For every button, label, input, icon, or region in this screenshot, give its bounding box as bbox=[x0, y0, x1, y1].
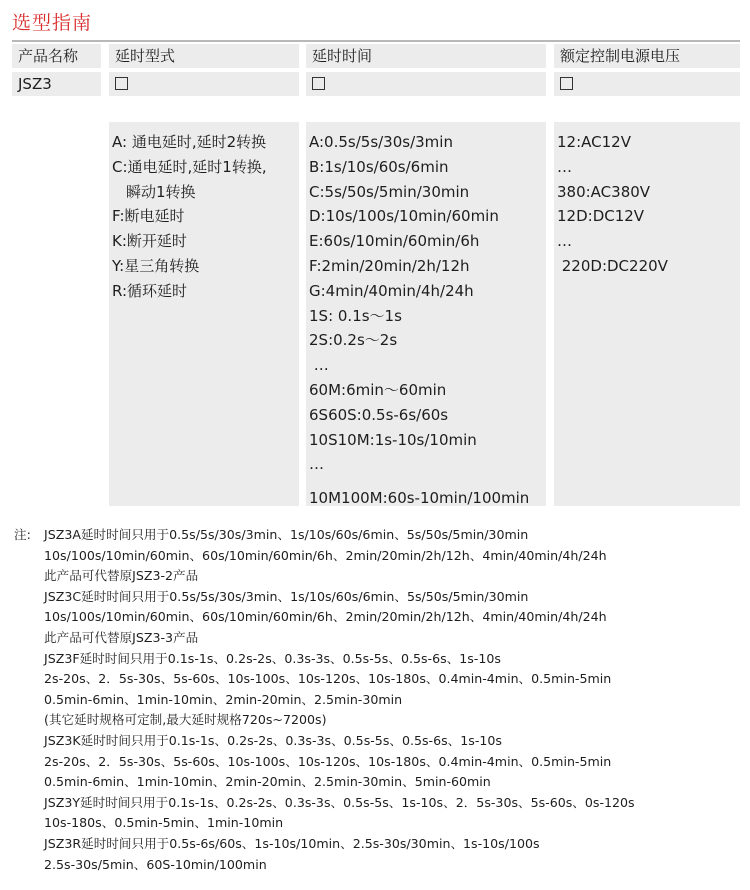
notes-section bbox=[14, 525, 740, 875]
note-line: 10s/100s/10min/60min、60s/10min/60min/6h、2min/20min/2h/12h、4min/40min/4h/24h bbox=[44, 609, 607, 625]
list-item: 12:AC12V bbox=[557, 133, 631, 151]
list-item: 12D:DC12V bbox=[557, 207, 645, 226]
note-line: JSZ3R延时时间只用于0.5s-6s/60s、1s-10s/10min、2.5s-30s/30min、1s-10s/100s bbox=[44, 835, 540, 851]
note-line: 2.5s-30s/5min、60S-10min/100min bbox=[44, 856, 267, 872]
note-line: JSZ3C延时时间只用于0.5s/5s/30s/3min、1s/10s/60s/6min、5s/50s/5min/30min bbox=[44, 588, 529, 604]
delay-time-placeholder-box bbox=[312, 77, 325, 90]
list-item: K:断开延时 bbox=[112, 232, 187, 251]
note-line: (其它延时规格可定制,最大延时规格720s~7200s) bbox=[44, 712, 327, 728]
note-line: 此产品可代替原JSZ3-2产品 bbox=[44, 568, 199, 584]
list-item: 2S:0.2s～2s bbox=[309, 331, 398, 350]
note-line: 0.5min-6min、1min-10min、2min-20min、2.5min-30min bbox=[44, 691, 403, 707]
list-item: … bbox=[557, 157, 572, 176]
voltage-code-cell bbox=[554, 72, 740, 96]
list-item: 瞬动1转换 bbox=[126, 182, 196, 201]
header-product-name: 产品名称 bbox=[12, 44, 101, 68]
list-item: Y:星三角转换 bbox=[112, 256, 200, 275]
list-item: B:1s/10s/60s/6min bbox=[309, 157, 449, 176]
list-item: R:循环延时 bbox=[112, 281, 188, 300]
delay-type-placeholder-box bbox=[115, 77, 128, 90]
delay-types-list bbox=[109, 122, 299, 506]
list-item: F:2min/20min/2h/12h bbox=[309, 256, 470, 275]
delay-time-code-cell bbox=[306, 72, 546, 96]
list-item: D:10s/100s/10min/60min bbox=[309, 207, 499, 226]
note-line: JSZ3A延时时间只用于0.5s/5s/30s/3min、1s/10s/60s/6min、5s/50s/5min/30min bbox=[44, 527, 529, 542]
list-item: 60M:6min～60min bbox=[309, 380, 447, 399]
page-title: 选型指南 bbox=[12, 12, 93, 34]
list-item: 10S10M:1s-10s/10min bbox=[309, 430, 477, 449]
header-rated-voltage: 额定控制电源电压 bbox=[554, 44, 740, 68]
header-delay-time: 延时时间 bbox=[306, 44, 546, 68]
note-line: JSZ3F延时时间只用于0.1s-1s、0.2s-2s、0.3s-3s、0.5s-5s、0.5s-6s、1s-10s bbox=[44, 650, 501, 666]
voltages-list bbox=[554, 122, 740, 506]
list-item: C:5s/50s/5min/30min bbox=[309, 182, 470, 201]
list-item: 6S60S:0.5s-6s/60s bbox=[309, 405, 449, 424]
note-line: 0.5min-6min、1min-10min、2min-20min、2.5min-30min、5min-60min bbox=[44, 774, 491, 790]
header-delay-type: 延时型式 bbox=[109, 44, 299, 68]
list-item: … bbox=[309, 356, 329, 375]
note-line: 2s-20s、2．5s-30s、5s-60s、10s-100s、10s-120s、10s-180s、0.4min-4min、0.5min-5min bbox=[44, 753, 612, 769]
delay-times-list bbox=[306, 122, 546, 506]
note-line: 2s-20s、2．5s-30s、5s-60s、10s-100s、10s-120s、10s-180s、0.4min-4min、0.5min-5min bbox=[44, 671, 612, 687]
list-item: 220D:DC220V bbox=[557, 256, 668, 275]
list-item: 1S: 0.1s～1s bbox=[309, 306, 402, 325]
note-line: JSZ3Y延时时间只用于0.1s-1s、0.2s-2s、0.3s-3s、0.5s-5s、1s-10s、2．5s-30s、5s-60s、0s-120s bbox=[44, 794, 635, 810]
header-divider bbox=[12, 40, 740, 42]
list-item: F:断电延时 bbox=[112, 207, 185, 226]
list-item: … bbox=[557, 232, 572, 251]
note-line: 此产品可代替原JSZ3-3产品 bbox=[44, 629, 199, 645]
list-item: C:通电延时,延时1转换, bbox=[112, 157, 267, 176]
list-item: A:0.5s/5s/30s/3min bbox=[309, 133, 453, 151]
note-line: 10s-180s、0.5min-5min、1min-10min bbox=[44, 815, 284, 831]
product-name-cell: JSZ3 bbox=[12, 72, 101, 96]
voltage-placeholder-box bbox=[560, 77, 573, 90]
list-item: G:4min/40min/4h/24h bbox=[309, 281, 474, 300]
list-item: 10M100M:60s-10min/100min bbox=[309, 489, 530, 508]
list-item: … bbox=[309, 455, 324, 474]
list-item: 380:AC380V bbox=[557, 182, 651, 201]
notes-label: 注: bbox=[14, 527, 31, 542]
note-line: JSZ3K延时时间只用于0.1s-1s、0.2s-2s、0.3s-3s、0.5s-5s、0.5s-6s、1s-10s bbox=[44, 732, 502, 748]
list-item: A: 通电延时,延时2转换 bbox=[112, 133, 267, 151]
list-item: E:60s/10min/60min/6h bbox=[309, 232, 480, 251]
list-item bbox=[309, 477, 546, 486]
note-line: 10s/100s/10min/60min、60s/10min/60min/6h、2min/20min/2h/12h、4min/40min/4h/24h bbox=[44, 547, 607, 563]
delay-type-code-cell bbox=[109, 72, 299, 96]
